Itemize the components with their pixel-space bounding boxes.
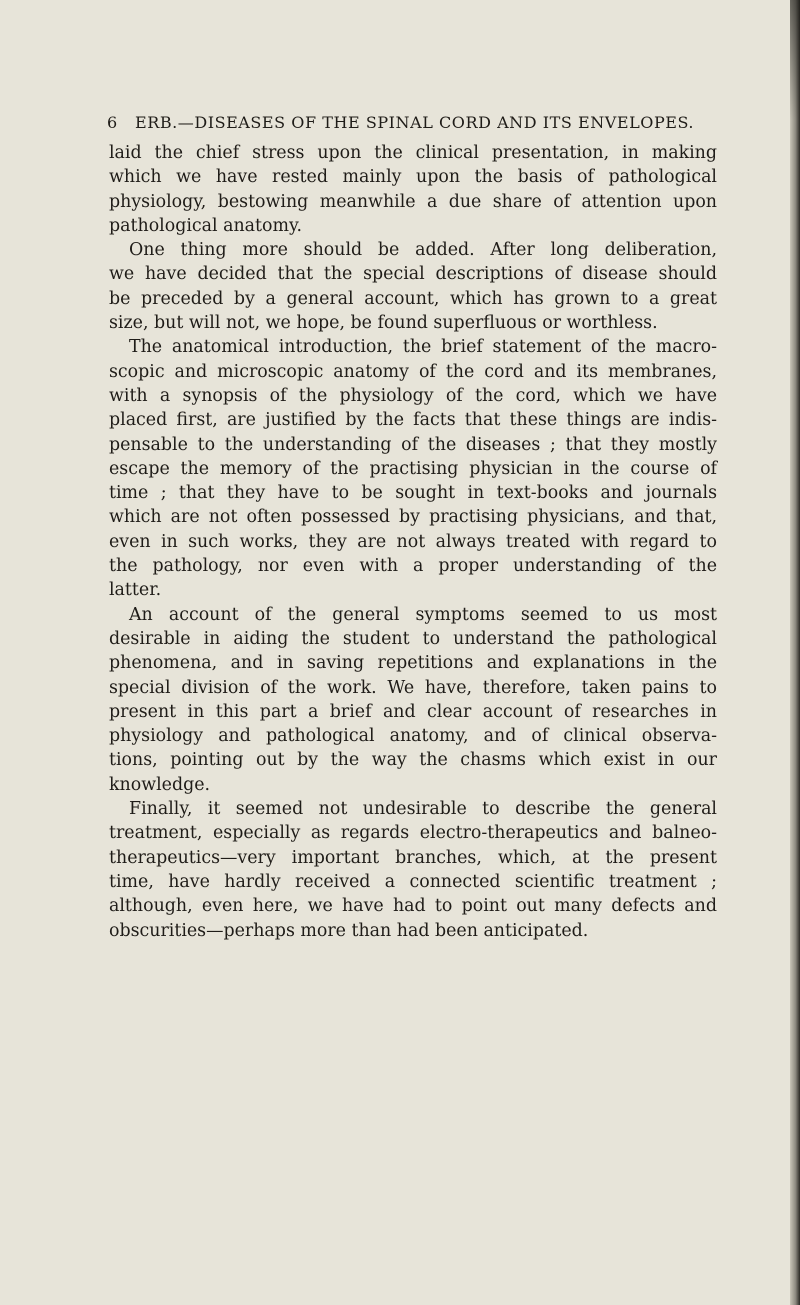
text-line: treatment, especially as regards electro-therapeutics and balneo- <box>109 823 717 844</box>
text-line: Finally, it seemed not undesirable to describe the general <box>129 799 717 820</box>
text-line: laid the chief stress upon the clinical presentation, in making <box>109 143 717 163</box>
text-line: which are not often possessed by practising physicians, and that, <box>109 507 717 528</box>
page-number: 6 <box>107 113 118 132</box>
text-line: tions, pointing out by the way the chasms which exist in our <box>109 750 717 771</box>
paragraph-3 <box>109 335 717 602</box>
text-line: scopic and microscopic anatomy of the cord and its membranes, <box>109 361 717 382</box>
running-head-title: ERB.—DISEASES OF THE SPINAL CORD AND ITS ENVELOPES. <box>135 113 695 132</box>
text-line: One thing more should be added. After long deliberation, <box>129 240 717 261</box>
text-line: pensable to the understanding of the diseases ; that they mostly <box>109 434 717 455</box>
text-line: therapeutics—very important branches, which, at the present <box>109 847 717 868</box>
text-line: desirable in aiding the student to understand the pathological <box>109 628 717 649</box>
running-head <box>107 113 727 132</box>
text-line: escape the memory of the practising physician in the course of <box>109 458 717 479</box>
text-line: An account of the general symptoms seemed to us most <box>129 604 717 625</box>
text-line: knowledge. <box>109 774 211 795</box>
text-line: obscurities—perhaps more than had been anticipated. <box>109 920 589 941</box>
text-line: phenomena, and in saving repetitions and explanations in the <box>109 653 717 674</box>
text-line: pathological anatomy. <box>109 215 303 236</box>
text-line: The anatomical introduction, the brief statement of the macro- <box>129 337 717 358</box>
text-line: latter. <box>109 580 162 601</box>
paragraph-4 <box>109 603 717 797</box>
text-line: even in such works, they are not always treated with regard to <box>109 531 717 552</box>
text-line: size, but will not, we hope, be found superfluous or worthless. <box>109 313 658 334</box>
text-line: the pathology, nor even with a proper understanding of the <box>109 556 717 577</box>
text-line: with a synopsis of the physiology of the cord, which we have <box>109 385 717 406</box>
paragraph-2 <box>109 238 717 335</box>
paragraph-5 <box>109 797 717 943</box>
page-edge-shadow <box>790 0 800 1305</box>
text-line: we have decided that the special descriptions of disease should <box>109 264 717 285</box>
text-line: placed first, are justified by the facts that these things are indis- <box>109 410 717 431</box>
text-line: time ; that they have to be sought in text-books and journals <box>109 483 717 504</box>
body-text <box>109 141 717 943</box>
paragraph-1 <box>109 141 717 238</box>
text-line: although, even here, we have had to point out many defects and <box>109 896 717 917</box>
text-line: present in this part a brief and clear account of researches in <box>109 701 717 722</box>
text-line: special division of the work. We have, therefore, taken pains to <box>109 677 717 698</box>
text-line: be preceded by a general account, which has grown to a great <box>109 288 717 309</box>
text-line: physiology, bestowing meanwhile a due share of attention upon <box>109 191 717 212</box>
text-line: time, have hardly received a connected scientific treatment ; <box>109 871 717 892</box>
text-line: which we have rested mainly upon the basis of pathological <box>109 167 717 188</box>
page-edge-mark <box>790 0 800 120</box>
text-line: physiology and pathological anatomy, and of clinical observa- <box>109 726 717 747</box>
